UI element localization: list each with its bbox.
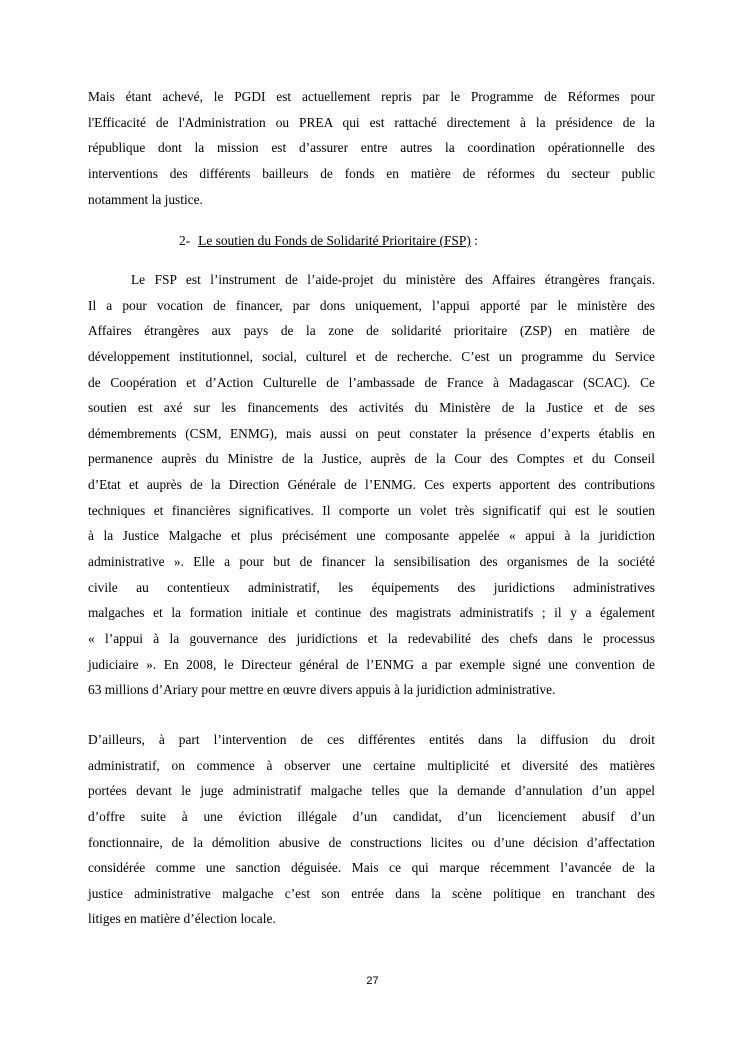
paragraph-line: interventions des différents bailleurs de fonds en matière de réformes du secteur public [88, 165, 655, 181]
section-heading [179, 229, 478, 253]
paragraph-line: soutien est axé sur les financements des activités du Ministère de la Justice et de ses [88, 400, 655, 416]
paragraph-matieres [88, 727, 655, 932]
paragraph-line: Le FSP est l’instrument de l’aide-projet du ministère des Affaires étrangères français. [131, 272, 655, 287]
paragraph-line: d’offre suite à une éviction illégale d’un candidat, d’un licenciement abusif d’un [88, 808, 655, 824]
paragraph-line: notamment la justice. [88, 191, 203, 207]
paragraph-line: D’ailleurs, à part l’intervention de ces différentes entités dans la diffusion du droit [88, 732, 655, 747]
paragraph-line: malgaches et la formation initiale et continue des magistrats administratifs ; il y a également [88, 605, 655, 621]
paragraph-line: de Coopération et d’Action Culturelle de l’ambassade de France à Madagascar (SCAC). Ce [88, 374, 655, 390]
paragraph-preа [88, 84, 655, 212]
paragraph-line: d’Etat et auprès de la Direction Générale de l’ENMG. Ces experts apportent des contributions [88, 477, 655, 493]
paragraph-line: portées devant le juge administratif malgache telles que la demande d’annulation d’un appel [88, 783, 655, 799]
paragraph-line: Mais étant achevé, le PGDI est actuellement repris par le Programme de Réformes pour [88, 89, 655, 104]
paragraph-fsp [88, 267, 655, 703]
paragraph-line: à la Justice Malgache et plus précisément une composante appelée « appui à la juridiction [88, 528, 655, 544]
paragraph-line: fonctionnaire, de la démolition abusive de constructions licites ou d’une décision d’affectation [88, 834, 655, 850]
paragraph-line: administratif, on commence à observer une certaine multiplicité et diversité des matières [88, 757, 655, 773]
section-number: 2- [179, 233, 191, 248]
section-title: Le soutien du Fonds de Solidarité Prioritaire (FSP) [198, 233, 471, 248]
paragraph-line: civile au contentieux administratif, les équipements des juridictions administratives [88, 579, 655, 595]
paragraph-line: démembrements (CSM, ENMG), mais aussi on peut constater la présence d’experts établis en [88, 425, 655, 441]
section-title-suffix: : [470, 233, 478, 248]
paragraph-line: justice administrative malgache c’est son entrée dans la scène politique en tranchant des [88, 885, 655, 901]
paragraph-line: administrative ». Elle a pour but de financer la sensibilisation des organismes de la société [88, 554, 655, 570]
paragraph-line: considérée comme une sanction déguisée. Mais ce qui marque récemment l’avancée de la [88, 860, 655, 876]
paragraph-line: Il a pour vocation de financer, par dons uniquement, l’appui apporté par le ministère des [88, 297, 655, 313]
paragraph-line: « l’appui à la gouvernance des juridictions et la redevabilité des chefs dans le processus [88, 630, 655, 646]
page-number: 27 [366, 975, 379, 987]
paragraph-line: litiges en matière d’élection locale. [88, 911, 276, 927]
paragraph-line: Affaires étrangères aux pays de la zone de solidarité prioritaire (ZSP) en matière de [88, 323, 655, 339]
paragraph-line: techniques et financières significatives. Il comporte un volet très significatif qui est le soutien [88, 502, 655, 518]
paragraph-line: 63 millions d’Ariary pour mettre en œuvre divers appuis à la juridiction administrative. [88, 682, 556, 698]
paragraph-line: république dont la mission est d’assurer entre autres la coordination opérationnelle des [88, 140, 655, 156]
paragraph-line: l'Efficacité de l'Administration ou PREA qui est rattaché directement à la présidence de la [88, 114, 655, 130]
paragraph-line: judiciaire ». En 2008, le Directeur général de l’ENMG a par exemple signé une convention de [88, 656, 655, 672]
paragraph-line: développement institutionnel, social, culturel et de recherche. C’est un programme du Service [88, 348, 655, 364]
paragraph-line: permanence auprès du Ministre de la Justice, auprès de la Cour des Comptes et du Conseil [88, 451, 655, 467]
